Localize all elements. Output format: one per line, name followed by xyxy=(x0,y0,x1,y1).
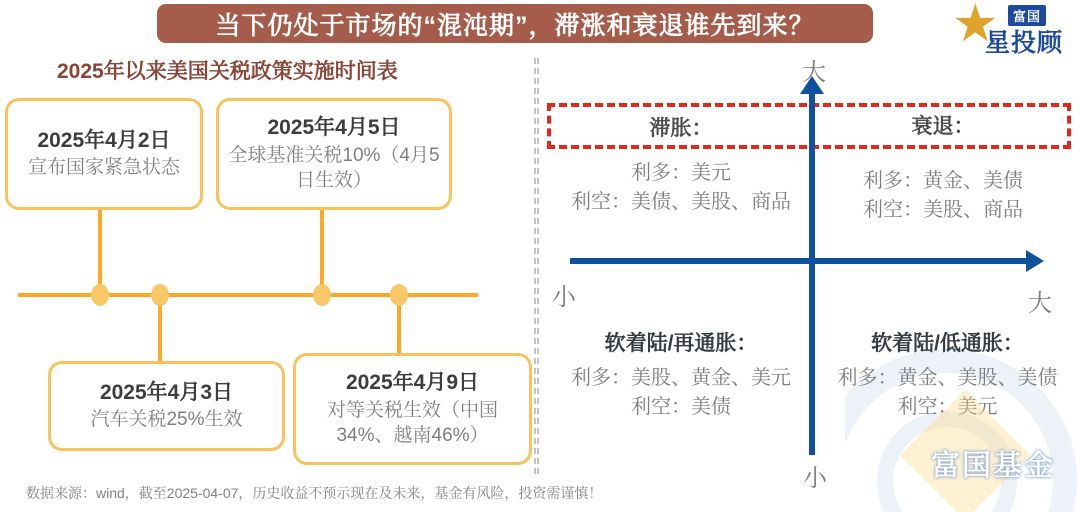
axis-arrow-right-icon xyxy=(1026,250,1044,272)
axis-label-bottom: 小 xyxy=(803,465,827,492)
star-icon: ★ xyxy=(952,0,999,53)
event-desc: 对等关税生效（中国34%、越南46%） xyxy=(326,399,498,447)
event-date: 2025年4月5日 xyxy=(267,116,401,140)
quadrant-name: 衰退： xyxy=(911,115,975,138)
timeline-event-apr3 xyxy=(48,361,285,451)
event-desc: 宣布国家紧急状态 xyxy=(27,157,180,179)
timeline-event-apr9 xyxy=(293,353,532,465)
axis-label-top: 大 xyxy=(802,59,826,86)
timeline-connector xyxy=(98,210,102,295)
data-source-disclaimer: 数据来源：wind，截至2025-04-07，历史收益不预示现在及未来，基金有风险，投资需谨慎！ xyxy=(26,485,603,501)
timeline-dot xyxy=(91,284,109,306)
timeline-dot xyxy=(390,284,408,306)
event-desc: 汽车关税25%生效 xyxy=(90,409,243,431)
quadrant-recession xyxy=(812,113,1074,225)
quadrant-pros: 利多：黄金、美债 xyxy=(863,170,1023,192)
timeline-axis xyxy=(18,293,478,297)
quadrant-name: 软着陆/再通胀： xyxy=(604,332,758,355)
page-title: 当下仍处于市场的“混沌期”，滞涨和衰退谁先到来？ xyxy=(215,11,815,40)
quadrant-pros: 利多：美元 xyxy=(631,162,731,184)
timeline-title: 2025年以来美国关税政策实施时间表 xyxy=(57,60,398,83)
horizontal-axis xyxy=(570,258,1028,264)
quadrant-cons: 利空：美元 xyxy=(897,396,998,418)
quadrant-pros: 利多：黄金、美股、美债 xyxy=(837,367,1058,389)
quadrant-name: 软着陆/低通胀： xyxy=(871,332,1024,355)
quadrant-soft-landing-reflation xyxy=(545,330,817,422)
brand-logo xyxy=(952,2,1077,56)
quadrant-cons: 利空：美债、美股、商品 xyxy=(571,191,791,213)
watermark xyxy=(845,327,1080,512)
axis-label-right: 大 xyxy=(1028,290,1052,317)
quadrant-stagflation xyxy=(545,115,817,217)
header-banner xyxy=(157,4,873,43)
watermark-text: 富国基金 xyxy=(931,450,1056,482)
event-date: 2025年4月3日 xyxy=(99,381,234,404)
timeline-event-apr2 xyxy=(5,98,203,210)
event-date: 2025年4月2日 xyxy=(37,129,171,152)
logo-product-label: 星投顾 xyxy=(985,29,1064,57)
quadrant-name: 滞胀： xyxy=(649,117,713,140)
axis-label-left: 小 xyxy=(552,284,576,311)
timeline-dot xyxy=(151,284,169,306)
quadrant-cons: 利空：美债 xyxy=(631,396,731,418)
timeline-event-apr5 xyxy=(216,98,452,210)
quadrant-cons: 利空：美股、商品 xyxy=(863,199,1023,221)
timeline-dot xyxy=(313,284,331,306)
logo-brand-label: 富国 xyxy=(1008,5,1046,26)
event-date: 2025年4月9日 xyxy=(345,371,480,395)
quadrant-pros: 利多：美股、黄金、美元 xyxy=(571,367,791,389)
event-desc: 全球基准关税10%（4月5日生效） xyxy=(228,144,440,192)
timeline-connector xyxy=(320,210,324,295)
section-divider xyxy=(534,58,539,474)
